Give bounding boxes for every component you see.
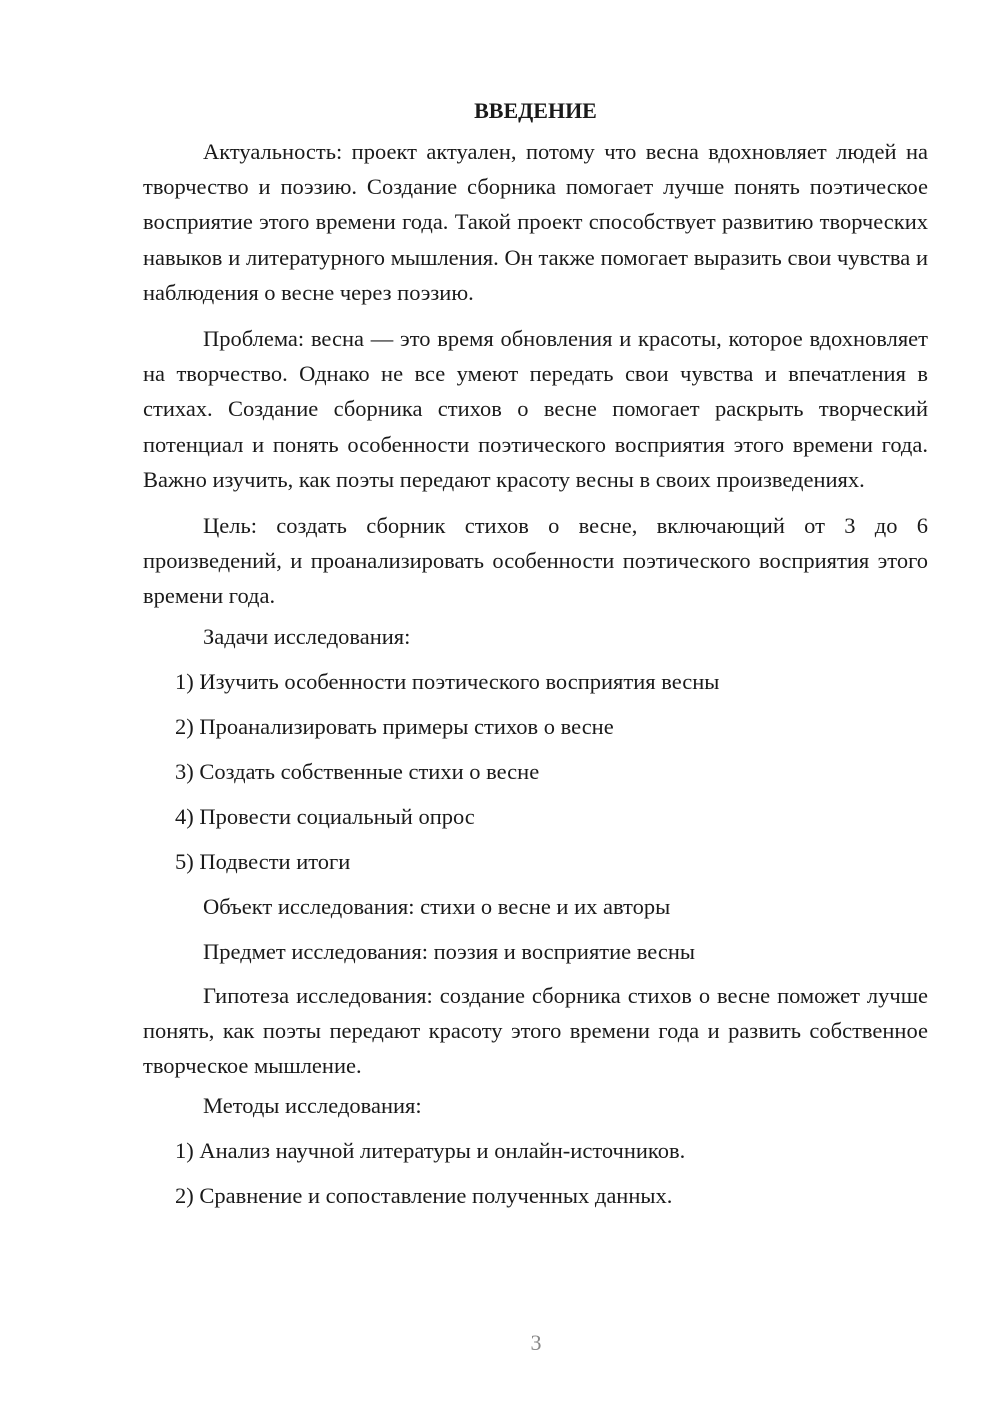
object-line: Объект исследования: стихи о весне и их авторы <box>203 893 671 919</box>
task-item: 4) Провести социальный опрос <box>175 803 475 829</box>
page-number: 3 <box>530 1330 542 1355</box>
task-item: 5) Подвести итоги <box>175 848 351 874</box>
goal-paragraph: Цель: создать сборник стихов о весне, включающий от 3 до 6 произведений, и проанализировать особенности поэтического восприятия этого времени года. <box>143 513 928 609</box>
page-content <box>143 92 928 1218</box>
subject-line: Предмет исследования: поэзия и восприятие весны <box>203 938 695 964</box>
problem-paragraph: Проблема: весна — это время обновления и красоты, которое вдохновляет на творчество. Однако не все умеют передать свои чувства и впечатления в стихах. Создание сборника стихов о весне помогает раскрыть творческий потенциал и понять особенности поэтического восприятия этого времени года. Важно изучить, как поэты передают красоту весны в своих произведениях. <box>143 326 928 492</box>
method-item: 2) Сравнение и сопоставление полученных данных. <box>175 1183 673 1209</box>
method-item: 1) Анализ научной литературы и онлайн-источников. <box>175 1138 686 1164</box>
hypothesis-paragraph: Гипотеза исследования: создание сборника стихов о весне поможет лучше понять, как поэты передают красоту этого времени года и развить собственное творческое мышление. <box>143 982 928 1079</box>
task-item: 3) Создать собственные стихи о весне <box>175 758 540 784</box>
tasks-heading: Задачи исследования: <box>203 623 411 649</box>
task-item: 1) Изучить особенности поэтического восприятия весны <box>175 668 720 694</box>
task-item: 2) Проанализировать примеры стихов о весне <box>175 713 614 739</box>
methods-heading: Методы исследования: <box>203 1093 422 1119</box>
relevance-paragraph: Актуальность: проект актуален, потому что весна вдохновляет людей на творчество и поэзию. Создание сборника помогает лучше понять поэтическое восприятие этого времени года. Такой проект способствует развитию творческих навыков и литературного мышления. Он также помогает выразить свои чувства и наблюдения о весне через поэзию. <box>143 139 928 305</box>
page-title: ВВЕДЕНИЕ <box>474 98 597 123</box>
